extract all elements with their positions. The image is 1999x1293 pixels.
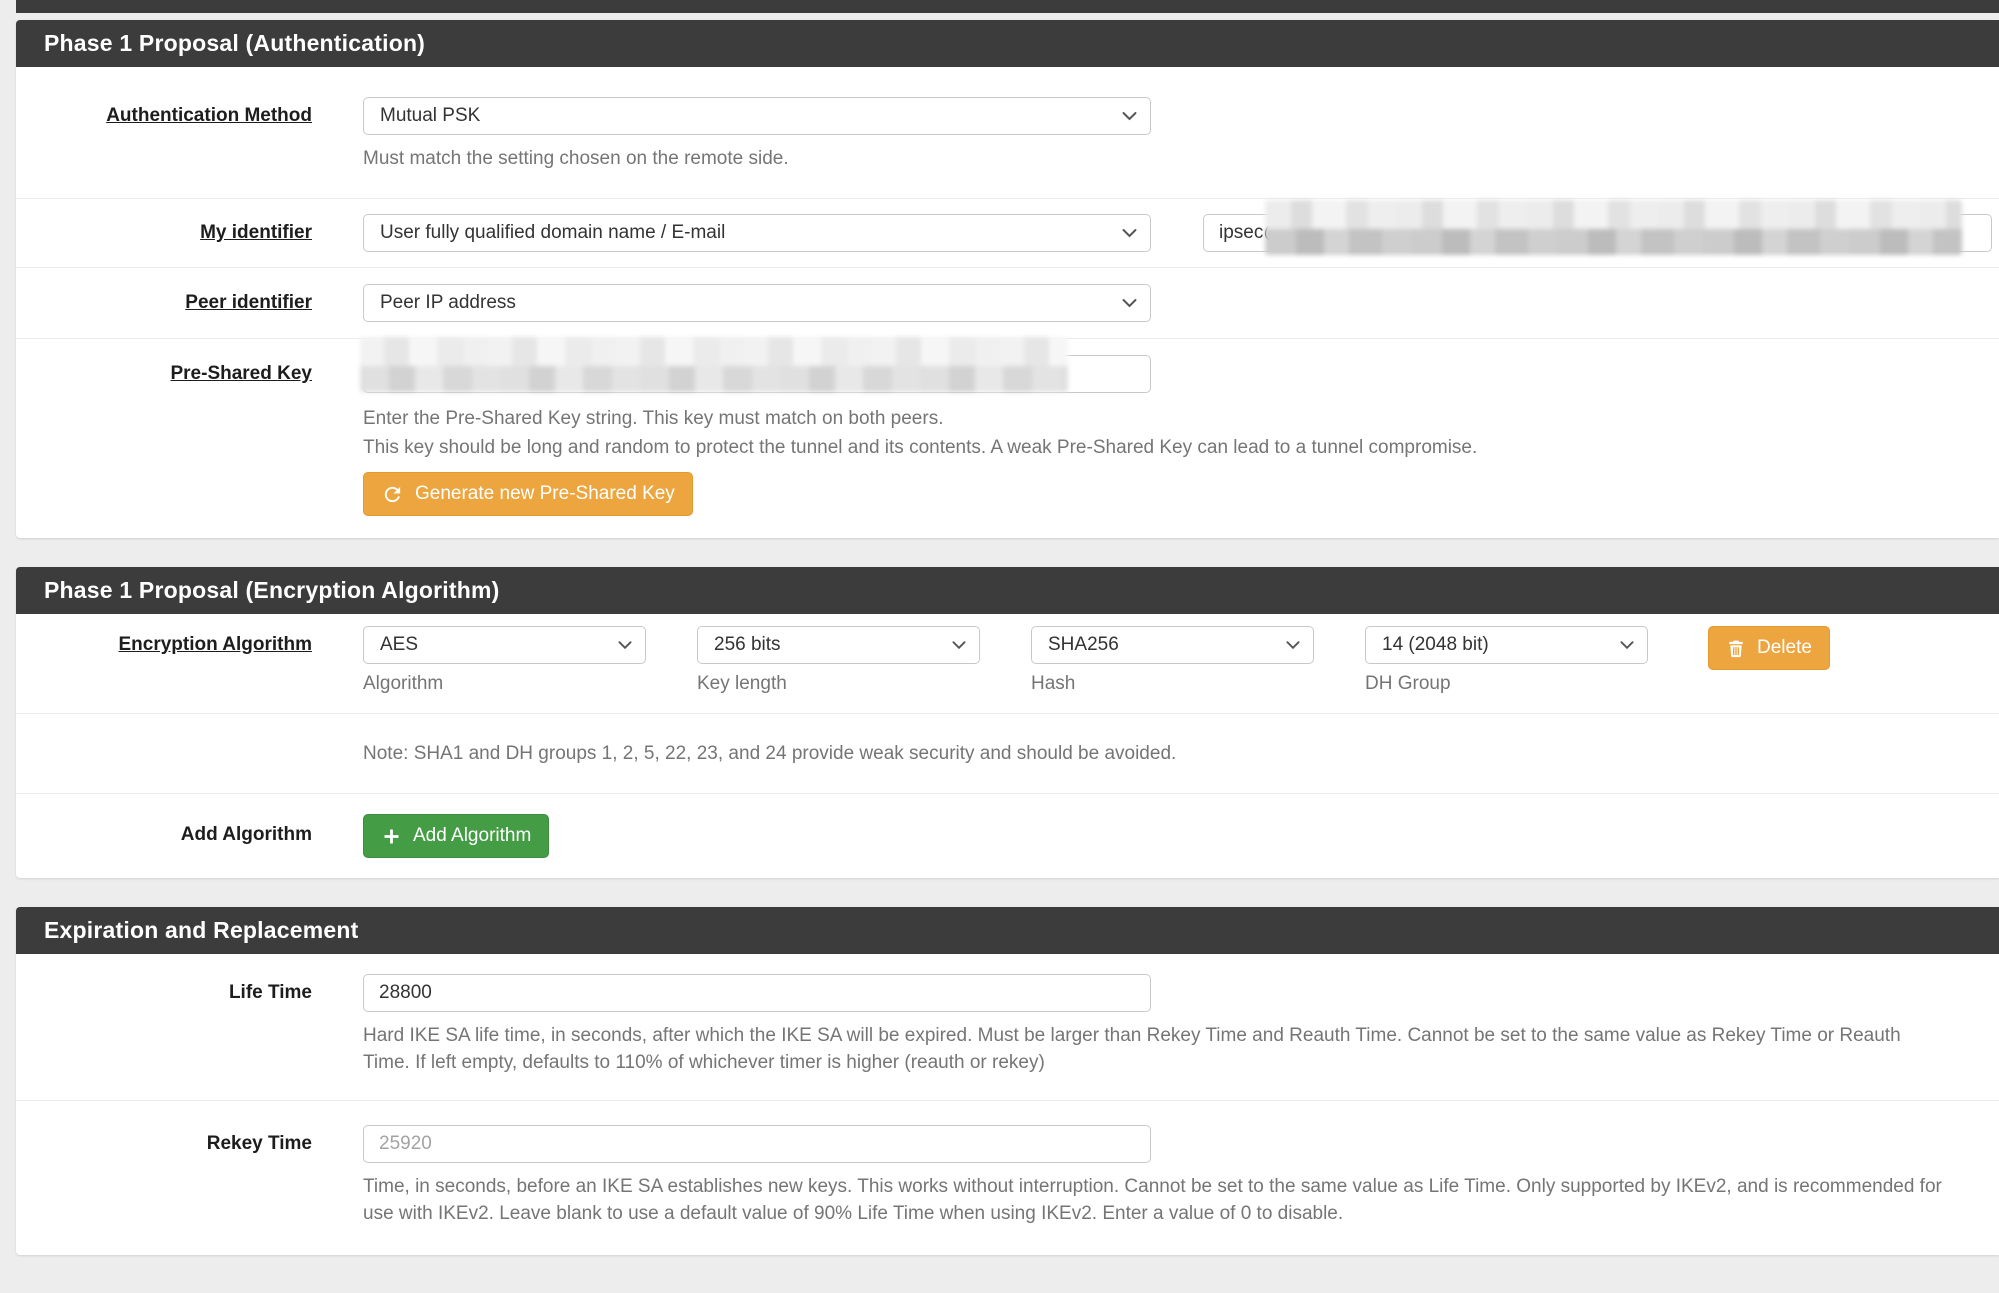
- encryption-algorithm-label: Encryption Algorithm: [118, 634, 312, 655]
- authentication-method-help: Must match the setting chosen on the remote side.: [363, 148, 789, 169]
- panel-expiration-replacement: [16, 907, 1999, 1255]
- form-row-authentication-method: [16, 67, 1999, 199]
- key-length-select[interactable]: [697, 626, 980, 664]
- psk-help-line2: This key should be long and random to protect the tunnel and its contents. A weak Pre-Shared Key can lead to a tunnel compromise.: [363, 437, 1478, 458]
- pre-shared-key-label: Pre-Shared Key: [170, 363, 312, 384]
- form-row-life-time: [16, 954, 1999, 1101]
- life-time-input[interactable]: [363, 974, 1151, 1012]
- rekey-time-label: Rekey Time: [206, 1133, 312, 1154]
- chevron-down-icon: [1286, 641, 1300, 650]
- chevron-down-icon: [1620, 641, 1634, 650]
- form-row-add-algorithm: [16, 794, 1999, 878]
- selected-option: 256 bits: [714, 634, 781, 655]
- key-length-sublabel: Key length: [697, 673, 787, 694]
- section-title: Phase 1 Proposal (Authentication): [44, 30, 426, 56]
- delete-algorithm-button[interactable]: [1708, 626, 1830, 670]
- form-row-rekey-time: [16, 1101, 1999, 1255]
- authentication-method-label: Authentication Method: [106, 105, 312, 126]
- form-row-note: [16, 714, 1999, 794]
- panel-phase1-authentication: [16, 20, 1999, 538]
- algorithm-select[interactable]: [363, 626, 646, 664]
- selected-option: Peer IP address: [380, 292, 516, 313]
- peer-identifier-label: Peer identifier: [185, 292, 312, 313]
- delete-button-label: Delete: [1757, 637, 1812, 658]
- form-row-peer-identifier: [16, 268, 1999, 339]
- psk-help-line1: Enter the Pre-Shared Key string. This key must match on both peers.: [363, 408, 944, 429]
- section-header-expiration: [16, 907, 1999, 954]
- weak-security-note: Note: SHA1 and DH groups 1, 2, 5, 22, 23, and 24 provide weak security and should be avoided.: [363, 743, 1177, 764]
- form-row-encryption-algorithm: [16, 614, 1999, 714]
- plus-icon: [381, 826, 402, 847]
- chevron-down-icon: [952, 641, 966, 650]
- form-row-pre-shared-key: [16, 339, 1999, 538]
- add-algorithm-label: Add Algorithm: [180, 824, 312, 845]
- selected-option: User fully qualified domain name / E-mail: [380, 222, 726, 243]
- chevron-down-icon: [1122, 299, 1137, 308]
- section-header-authentication: [16, 20, 1999, 67]
- selected-option: AES: [380, 634, 419, 655]
- rekey-time-help: Time, in seconds, before an IKE SA establishes new keys. This works without interruption. Cannot be set to the same value as Life Time. Only supported by IKEv2, and is recommended for use with IKEv2. Leave blank to use a default value of 90% Life Time when using IKEv2. Enter a value of 0 to disable.: [363, 1176, 1942, 1224]
- add-algorithm-button-label: Add Algorithm: [413, 825, 532, 846]
- my-identifier-select[interactable]: [363, 214, 1151, 252]
- section-title: Phase 1 Proposal (Encryption Algorithm): [44, 577, 500, 603]
- generate-psk-button[interactable]: [363, 472, 693, 516]
- add-algorithm-button[interactable]: [363, 814, 549, 858]
- refresh-icon: [381, 483, 404, 506]
- hash-select[interactable]: [1031, 626, 1314, 664]
- panel-phase1-encryption: [16, 567, 1999, 878]
- selected-option: 14 (2048 bit): [1382, 634, 1489, 655]
- selected-option: SHA256: [1048, 634, 1119, 655]
- life-time-label: Life Time: [228, 982, 312, 1003]
- chevron-down-icon: [1122, 112, 1137, 121]
- dh-group-sublabel: DH Group: [1365, 673, 1451, 694]
- chevron-down-icon: [618, 641, 632, 650]
- pre-shared-key-input[interactable]: [363, 355, 1151, 393]
- algorithm-sublabel: Algorithm: [363, 673, 444, 694]
- chevron-down-icon: [1122, 229, 1137, 238]
- my-identifier-label: My identifier: [200, 222, 312, 243]
- trash-icon: [1726, 638, 1746, 659]
- section-header-encryption: [16, 567, 1999, 614]
- selected-option: Mutual PSK: [380, 105, 481, 126]
- authentication-method-select[interactable]: [363, 97, 1151, 135]
- life-time-help: Hard IKE SA life time, in seconds, after which the IKE SA will be expired. Must be larger than Rekey Time and Reauth Time. Cannot be set to the same value as Rekey Time or Reauth Time. If left empty, defaults to 110% of whichever timer is higher (reauth or rekey): [363, 1025, 1901, 1073]
- peer-identifier-select[interactable]: [363, 284, 1151, 322]
- form-row-my-identifier: [16, 199, 1999, 268]
- generate-psk-button-label: Generate new Pre-Shared Key: [415, 483, 675, 504]
- my-identifier-value-input[interactable]: [1203, 214, 1992, 252]
- section-title: Expiration and Replacement: [44, 917, 359, 943]
- rekey-time-input[interactable]: [363, 1125, 1151, 1163]
- hash-sublabel: Hash: [1031, 673, 1076, 694]
- previous-section-header-cutoff: [16, 0, 1999, 13]
- dh-group-select[interactable]: [1365, 626, 1648, 664]
